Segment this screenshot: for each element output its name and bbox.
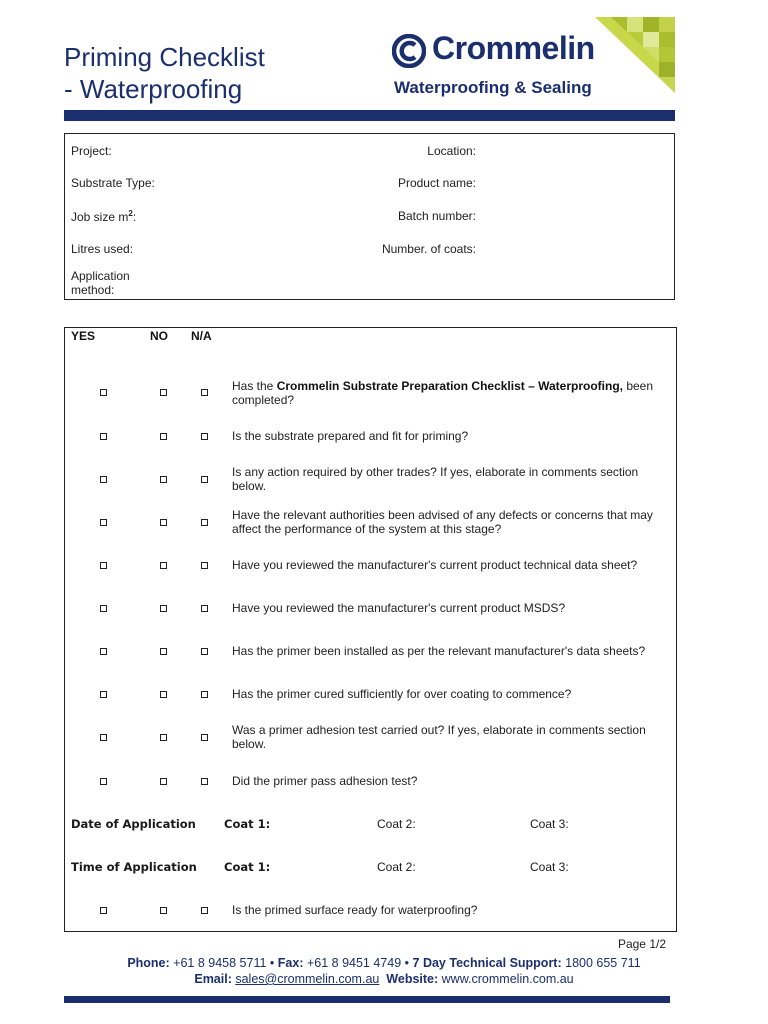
date-coat-2-label: Coat 2:	[377, 817, 416, 831]
yes-checkbox[interactable]	[100, 691, 107, 698]
question-text: Is the primed surface ready for waterproofing?	[232, 903, 478, 917]
no-checkbox[interactable]	[160, 691, 167, 698]
question-text: Did the primer pass adhesion test?	[232, 774, 418, 788]
title-line-1: Priming Checklist	[64, 42, 265, 72]
na-checkbox[interactable]	[201, 605, 208, 612]
no-checkbox[interactable]	[160, 778, 167, 785]
yes-checkbox[interactable]	[100, 605, 107, 612]
na-checkbox[interactable]	[201, 778, 208, 785]
no-checkbox[interactable]	[160, 519, 167, 526]
brand-logo	[392, 30, 612, 100]
project-label: Project:	[71, 144, 112, 158]
question-text: Have the relevant authorities been advised of any defects or concerns that may affect the performance of the system at this stage?	[232, 508, 653, 536]
question-text: Is the substrate prepared and fit for priming?	[232, 429, 469, 443]
product-name-label: Product name:	[397, 176, 476, 190]
question-text: Has the primer cured sufficiently for over coating to commence?	[232, 687, 572, 701]
location-label: Location:	[427, 144, 476, 158]
yes-checkbox[interactable]	[100, 433, 107, 440]
na-checkbox[interactable]	[201, 562, 208, 569]
question-text: Is any action required by other trades? If yes, elaborate in comments section below.	[232, 465, 639, 493]
page-number: Page 1/2	[617, 937, 666, 951]
no-checkbox[interactable]	[160, 605, 167, 612]
no-checkbox[interactable]	[160, 648, 167, 655]
yes-checkbox[interactable]	[100, 389, 107, 396]
no-checkbox[interactable]	[160, 562, 167, 569]
yes-checkbox[interactable]	[100, 476, 107, 483]
brand-name: Crommelin	[432, 30, 595, 66]
project-info-box	[64, 133, 675, 300]
na-checkbox[interactable]	[201, 433, 208, 440]
question-text: Has the primer been installed as per the relevant manufacturer's data sheets?	[232, 644, 646, 658]
na-checkbox[interactable]	[201, 907, 208, 914]
no-checkbox[interactable]	[160, 476, 167, 483]
time-coat-3-label: Coat 3:	[530, 860, 569, 874]
no-checkbox[interactable]	[160, 907, 167, 914]
website-link[interactable]: www.crommelin.com.au	[441, 972, 574, 986]
batch-number-label: Batch number:	[397, 209, 476, 223]
na-checkbox[interactable]	[201, 648, 208, 655]
question-text: Has the Crommelin Substrate Preparation Checklist – Waterproofing, been completed?	[232, 379, 654, 407]
yes-checkbox[interactable]	[100, 734, 107, 741]
yes-checkbox[interactable]	[100, 562, 107, 569]
na-checkbox[interactable]	[201, 389, 208, 396]
time-of-application-label: Time of Application	[71, 860, 197, 874]
column-header-no: NO	[150, 329, 168, 343]
no-checkbox[interactable]	[160, 433, 167, 440]
no-checkbox[interactable]	[160, 734, 167, 741]
footer-contact-line-1: Phone: +61 8 9458 5711 • Fax: +61 8 9451 4749 • 7 Day Technical Support: 1800 655 711	[127, 956, 641, 970]
na-checkbox[interactable]	[201, 476, 208, 483]
email-link[interactable]: sales@crommelin.com.au	[235, 972, 380, 986]
footer-contact-line-2: Email: sales@crommelin.com.au Website: www.crommelin.com.au	[194, 972, 574, 986]
yes-checkbox[interactable]	[100, 519, 107, 526]
brand-tagline: Waterproofing & Sealing	[394, 78, 592, 97]
page-title	[64, 41, 265, 105]
date-of-application-label: Date of Application	[71, 817, 196, 831]
footer-divider	[64, 996, 670, 1003]
checklist-box	[64, 327, 677, 932]
no-checkbox[interactable]	[160, 389, 167, 396]
yes-checkbox[interactable]	[100, 648, 107, 655]
title-line-2: - Waterproofing	[64, 74, 243, 104]
number-of-coats-label: Number. of coats:	[381, 242, 476, 256]
column-header-na: N/A	[191, 329, 212, 343]
time-coat-1-label: Coat 1:	[224, 860, 271, 874]
crommelin-logo-icon	[392, 34, 426, 68]
yes-checkbox[interactable]	[100, 778, 107, 785]
job-size-label: Job size $m^2$:	[71, 209, 137, 224]
date-coat-3-label: Coat 3:	[530, 817, 569, 831]
question-text: Was a primer adhesion test carried out? If yes, elaborate in comments section below.	[232, 723, 646, 751]
time-coat-2-label: Coat 2:	[377, 860, 416, 874]
substrate-type-label: Substrate Type:	[71, 176, 155, 190]
corner-triangle-pattern-icon	[595, 17, 675, 93]
litres-used-label: Litres used:	[71, 242, 134, 256]
application-method-label-2: method:	[71, 283, 115, 297]
na-checkbox[interactable]	[201, 734, 208, 741]
na-checkbox[interactable]	[201, 691, 208, 698]
question-text: Have you reviewed the manufacturer's current product MSDS?	[232, 601, 566, 615]
application-method-label-1: Application	[71, 269, 130, 283]
yes-checkbox[interactable]	[100, 907, 107, 914]
header-divider	[64, 110, 675, 121]
column-header-yes: YES	[71, 329, 96, 343]
na-checkbox[interactable]	[201, 519, 208, 526]
question-text: Have you reviewed the manufacturer's current product technical data sheet?	[232, 558, 638, 572]
date-coat-1-label: Coat 1:	[224, 817, 271, 831]
